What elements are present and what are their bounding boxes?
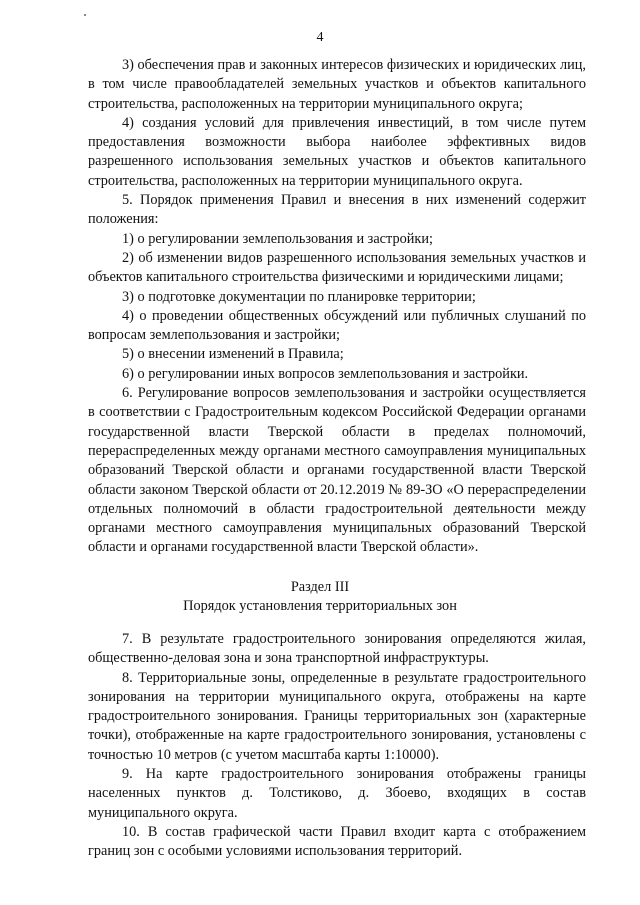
paragraph: 7. В результате градостроительного зонирования определяются жилая, общественно-деловая зона и зона транспортной инфраструктуры. xyxy=(88,631,586,667)
section-heading xyxy=(0,578,640,616)
paragraph: 5. Порядок применения Правил и внесения в них изменений содержит положения: xyxy=(88,192,586,228)
section-title: Порядок установления территориальных зон xyxy=(183,598,457,614)
paragraph: 10. В состав графической части Правил входит карта с отображением границ зон с особыми условиями использования территорий. xyxy=(88,823,586,860)
document-body-bottom xyxy=(88,630,586,862)
paragraph: 8. Территориальные зоны, определенные в результате градостроительного зонирования на территории муниципального округа, отображены на карте градостроительного зонирования. Границы территориальных зон (характерные точки), отображенные на карте градостроительного зонирования, установлены с точностью 10 метров (с учетом масштаба карты 1:10000). xyxy=(88,669,586,763)
paragraph: 3) обеспечения прав и законных интересов физических и юридических лиц, в том числе правообладателей земельных участков и объектов капитального строительства, расположенных на территории муниципального округа; xyxy=(88,57,586,112)
list-item: 3) о подготовке документации по планировке территории; xyxy=(122,288,476,305)
section-number: Раздел III xyxy=(290,579,350,595)
list-item: 6) о регулировании иных вопросов землепользования и застройки. xyxy=(122,365,529,382)
paragraph: 9. На карте градостроительного зонирования отображены границы населенных пунктов д. Толстиково, д. Збоево, входящих в состав муниципального округа. xyxy=(88,766,586,821)
list-item: 1) о регулировании землепользования и застройки; xyxy=(122,230,433,247)
scan-speck xyxy=(84,14,86,16)
list-item: 2) об изменении видов разрешенного использования земельных участков и объектов капитального строительства физическими и юридическими лицами; xyxy=(88,249,586,286)
page-number: 4 xyxy=(316,30,324,45)
list-item: 4) о проведении общественных обсуждений или публичных слушаний по вопросам землепользования и застройки; xyxy=(88,307,586,344)
list-item: 5) о внесении изменений в Правила; xyxy=(122,346,344,363)
document-body-top xyxy=(88,56,586,558)
paragraph: 4) создания условий для привлечения инвестиций, в том числе путем предоставления возможности выбора наиболее эффективных видов разрешенного использования земельных участков и объектов капитального строительства, расположенных на территории муниципального округа. xyxy=(88,114,586,189)
paragraph: 6. Регулирование вопросов землепользования и застройки осуществляется в соответствии с Градостроительным кодексом Российской Федерации органами государственной власти Тверской области в пределах полномочий, перераспределенных между органами местного самоуправления муниципальных образований Тверской области и органами государственной власти Тверской области законом Тверской области от 20.12.2019 № 89-ЗО «О перераспределении отдельных полномочий в области градостроительной деятельности между органами местного самоуправления муниципальных образований Тверской области и органами государственной власти Тверской области». xyxy=(88,385,586,556)
